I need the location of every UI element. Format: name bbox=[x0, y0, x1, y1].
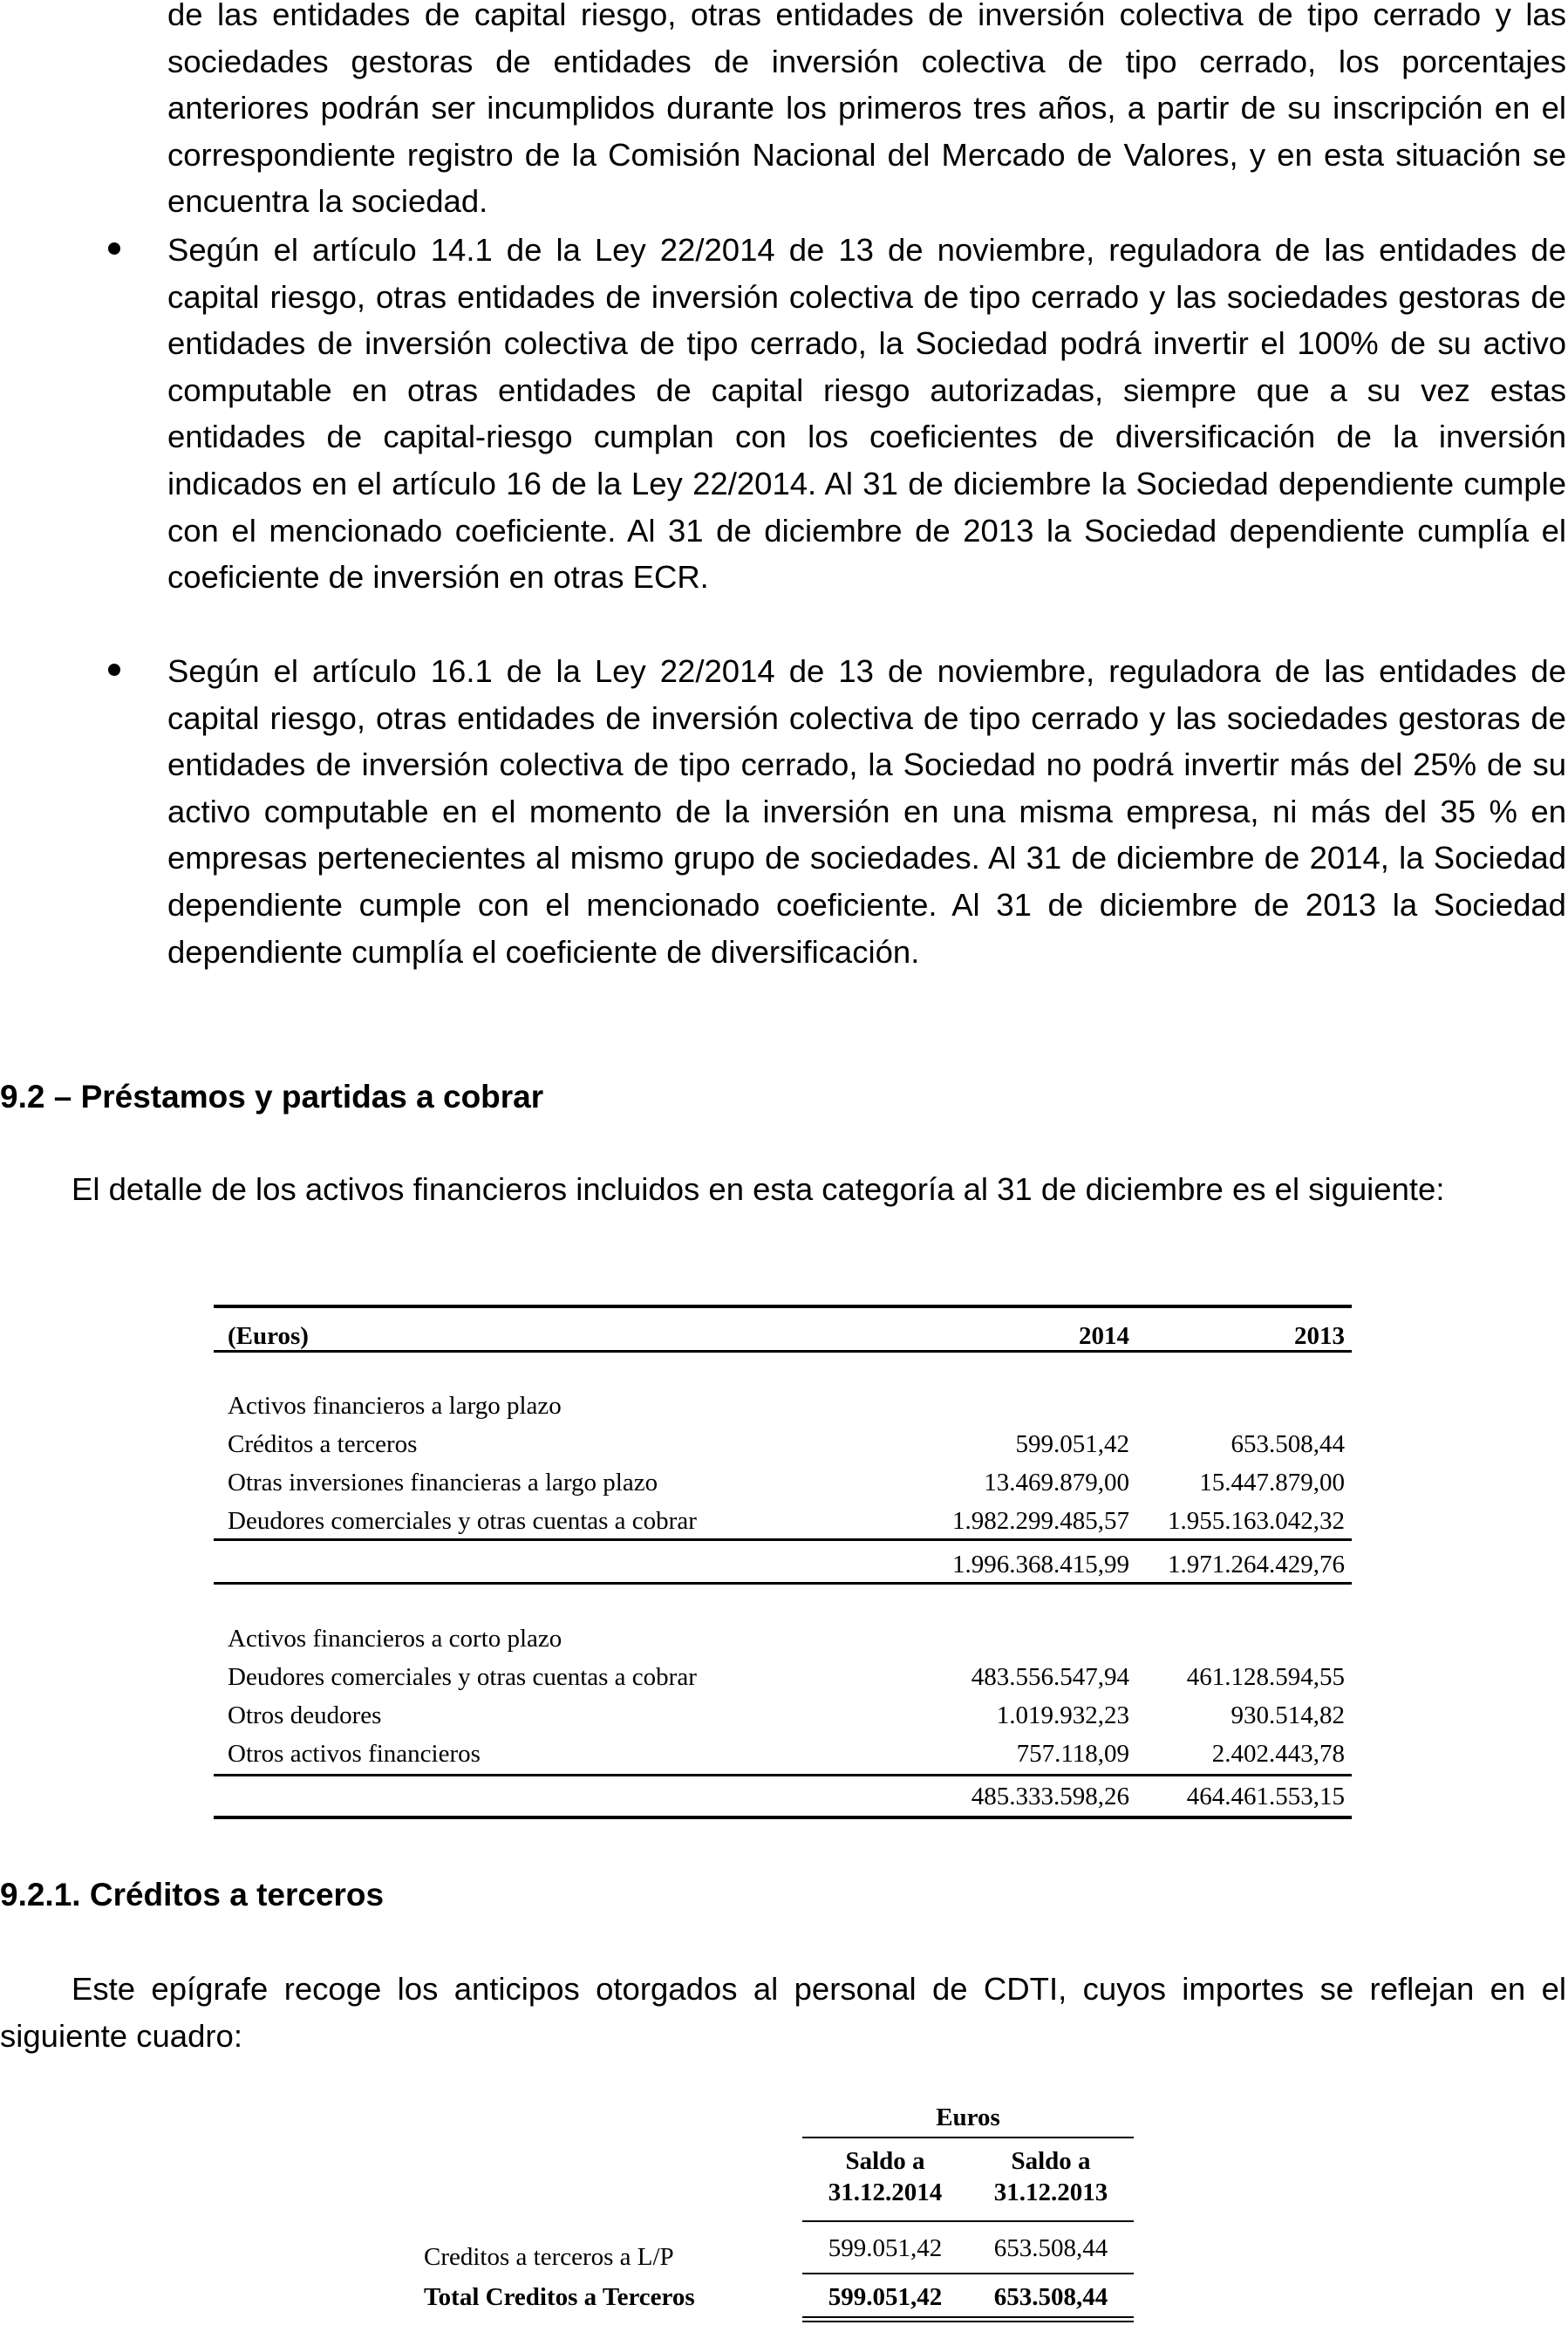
row-value-2014: 1.982.299.485,57 bbox=[952, 1507, 1129, 1535]
bullet-dot-icon bbox=[108, 242, 120, 255]
row-value-2014: 1.019.932,23 bbox=[996, 1701, 1129, 1729]
row-label: Deudores comerciales y otras cuentas a cobrar bbox=[228, 1663, 697, 1691]
row-value-2014: 599.051,42 bbox=[1015, 1430, 1129, 1458]
total-value-2013: 653.508,44 bbox=[993, 2283, 1108, 2311]
row-value-2014: 757.118,09 bbox=[1016, 1740, 1129, 1768]
col-header-2014-line2: 31.12.2014 bbox=[828, 2178, 943, 2206]
section-9-2-paragraph bbox=[0, 1166, 1566, 1213]
row-value-2013: 930.514,82 bbox=[1231, 1701, 1345, 1729]
total-value-2014: 1.996.368.415,99 bbox=[952, 1551, 1129, 1578]
group-header-rule bbox=[802, 2137, 1134, 2138]
table-top-rule bbox=[214, 1305, 1352, 1308]
row-label: Creditos a terceros a L/P bbox=[424, 2243, 674, 2271]
row-value-2013: 653.508,44 bbox=[993, 2234, 1108, 2262]
section-9-2-1-paragraph bbox=[0, 1966, 1566, 2059]
row-label: Deudores comerciales y otras cuentas a cobrar bbox=[228, 1507, 697, 1535]
table-header-rule bbox=[214, 1350, 1352, 1353]
group-header-euros: Euros bbox=[936, 2103, 1000, 2131]
bullet-dot-icon bbox=[108, 664, 120, 676]
total-value-2013: 1.971.264.429,76 bbox=[1168, 1551, 1345, 1578]
table-header-2014: 2014 bbox=[1079, 1322, 1129, 1350]
subtotal-rule bbox=[802, 2273, 1134, 2274]
row-value-2013: 2.402.443,78 bbox=[1211, 1740, 1345, 1768]
row-value-2014: 483.556.547,94 bbox=[971, 1663, 1129, 1691]
total-label: Total Creditos a Terceros bbox=[424, 2283, 695, 2311]
section-9-2-1-paragraph-text: Este epígrafe recoge los anticipos otorgados al personal de CDTI, cuyos importes se reflejan en el siguiente cuadro: bbox=[0, 1971, 1566, 2054]
section-heading-9-2-1: 9.2.1. Créditos a terceros bbox=[0, 1877, 385, 1912]
row-label: Otros activos financieros bbox=[228, 1740, 481, 1768]
section-title-long-term: Activos financieros a largo plazo bbox=[228, 1392, 562, 1420]
table-header-2013: 2013 bbox=[1294, 1322, 1345, 1350]
col-header-rule bbox=[802, 2220, 1134, 2222]
subtotal-rule bbox=[214, 1538, 1352, 1541]
bullet-text: Según el artículo 16.1 de la Ley 22/2014 de 13 de noviembre, reguladora de las entidades de capital riesgo, otras entidades de inversión colectiva de tipo cerrado y las sociedades gestoras de entidades de inversión colectiva de tipo cerrado, la Sociedad no podrá invertir más del 25% de su activo computable en el momento de la inversión en una misma empresa, ni más del 35 % en empresas pertenecientes al mismo grupo de sociedades. Al 31 de diciembre de 2014, la Sociedad dependiente cumple con el mencionado coeficiente. Al 31 de diciembre de 2013 la Sociedad dependiente cumplía el coeficiente de diversificación. bbox=[167, 653, 1566, 970]
row-value-2013: 653.508,44 bbox=[1231, 1430, 1345, 1458]
table-header-label: (Euros) bbox=[228, 1322, 309, 1350]
total-rule bbox=[214, 1582, 1352, 1585]
row-label: Créditos a terceros bbox=[228, 1430, 418, 1458]
total-rule bbox=[214, 1816, 1352, 1819]
section-9-2-paragraph-text: El detalle de los activos financieros incluidos en esta categoría al 31 de diciembre es el siguiente: bbox=[72, 1171, 1445, 1207]
row-value-2014: 13.469.879,00 bbox=[984, 1469, 1129, 1497]
subtotal-rule bbox=[214, 1774, 1352, 1776]
double-total-rule-top bbox=[802, 2316, 1134, 2318]
col-header-2014-line1: Saldo a bbox=[845, 2147, 925, 2175]
intro-continuation-paragraph: de las entidades de capital riesgo, otras entidades de inversión colectiva de tipo cerrado y las sociedades gestoras de entidades de inversión colectiva de tipo cerrado, los porcentajes anteriores podrán ser incumplidos durante los primeros tres años, a partir de su inscripción en el correspondiente registro de la Comisión Nacional del Mercado de Valores, y en esta situación se encuentra la sociedad. bbox=[167, 0, 1566, 220]
row-value-2014: 599.051,42 bbox=[828, 2234, 943, 2262]
section-heading-9-2: 9.2 – Préstamos y partidas a cobrar bbox=[0, 1079, 544, 1115]
bullet-text: Según el artículo 14.1 de la Ley 22/2014 de 13 de noviembre, reguladora de las entidades de capital riesgo, otras entidades de inversión colectiva de tipo cerrado y las sociedades gestoras de entidades de inversión colectiva de tipo cerrado, la Sociedad podrá invertir el 100% de su activo computable en otras entidades de capital riesgo autorizadas, siempre que a su vez estas entidades de capital-riesgo cumplan con los coeficientes de diversificación de la inversión indicados en el artículo 16 de la Ley 22/2014. Al 31 de diciembre la Sociedad dependiente cumple con el mencionado coeficiente. Al 31 de diciembre de 2013 la Sociedad dependiente cumplía el coeficiente de inversión en otras ECR. bbox=[167, 232, 1566, 596]
section-title-short-term: Activos financieros a corto plazo bbox=[228, 1625, 562, 1653]
row-label: Otras inversiones financieras a largo plazo bbox=[228, 1469, 658, 1497]
row-value-2013: 15.447.879,00 bbox=[1199, 1469, 1345, 1497]
total-value-2014: 485.333.598,26 bbox=[971, 1783, 1129, 1810]
col-header-2013-line2: 31.12.2013 bbox=[993, 2178, 1108, 2206]
col-header-2013-line1: Saldo a bbox=[1011, 2147, 1091, 2175]
row-label: Otros deudores bbox=[228, 1701, 382, 1729]
row-value-2013: 461.128.594,55 bbox=[1186, 1663, 1345, 1691]
total-value-2014: 599.051,42 bbox=[828, 2283, 943, 2311]
total-value-2013: 464.461.553,15 bbox=[1186, 1783, 1345, 1810]
double-total-rule-bottom bbox=[802, 2321, 1134, 2322]
row-value-2013: 1.955.163.042,32 bbox=[1168, 1507, 1345, 1535]
